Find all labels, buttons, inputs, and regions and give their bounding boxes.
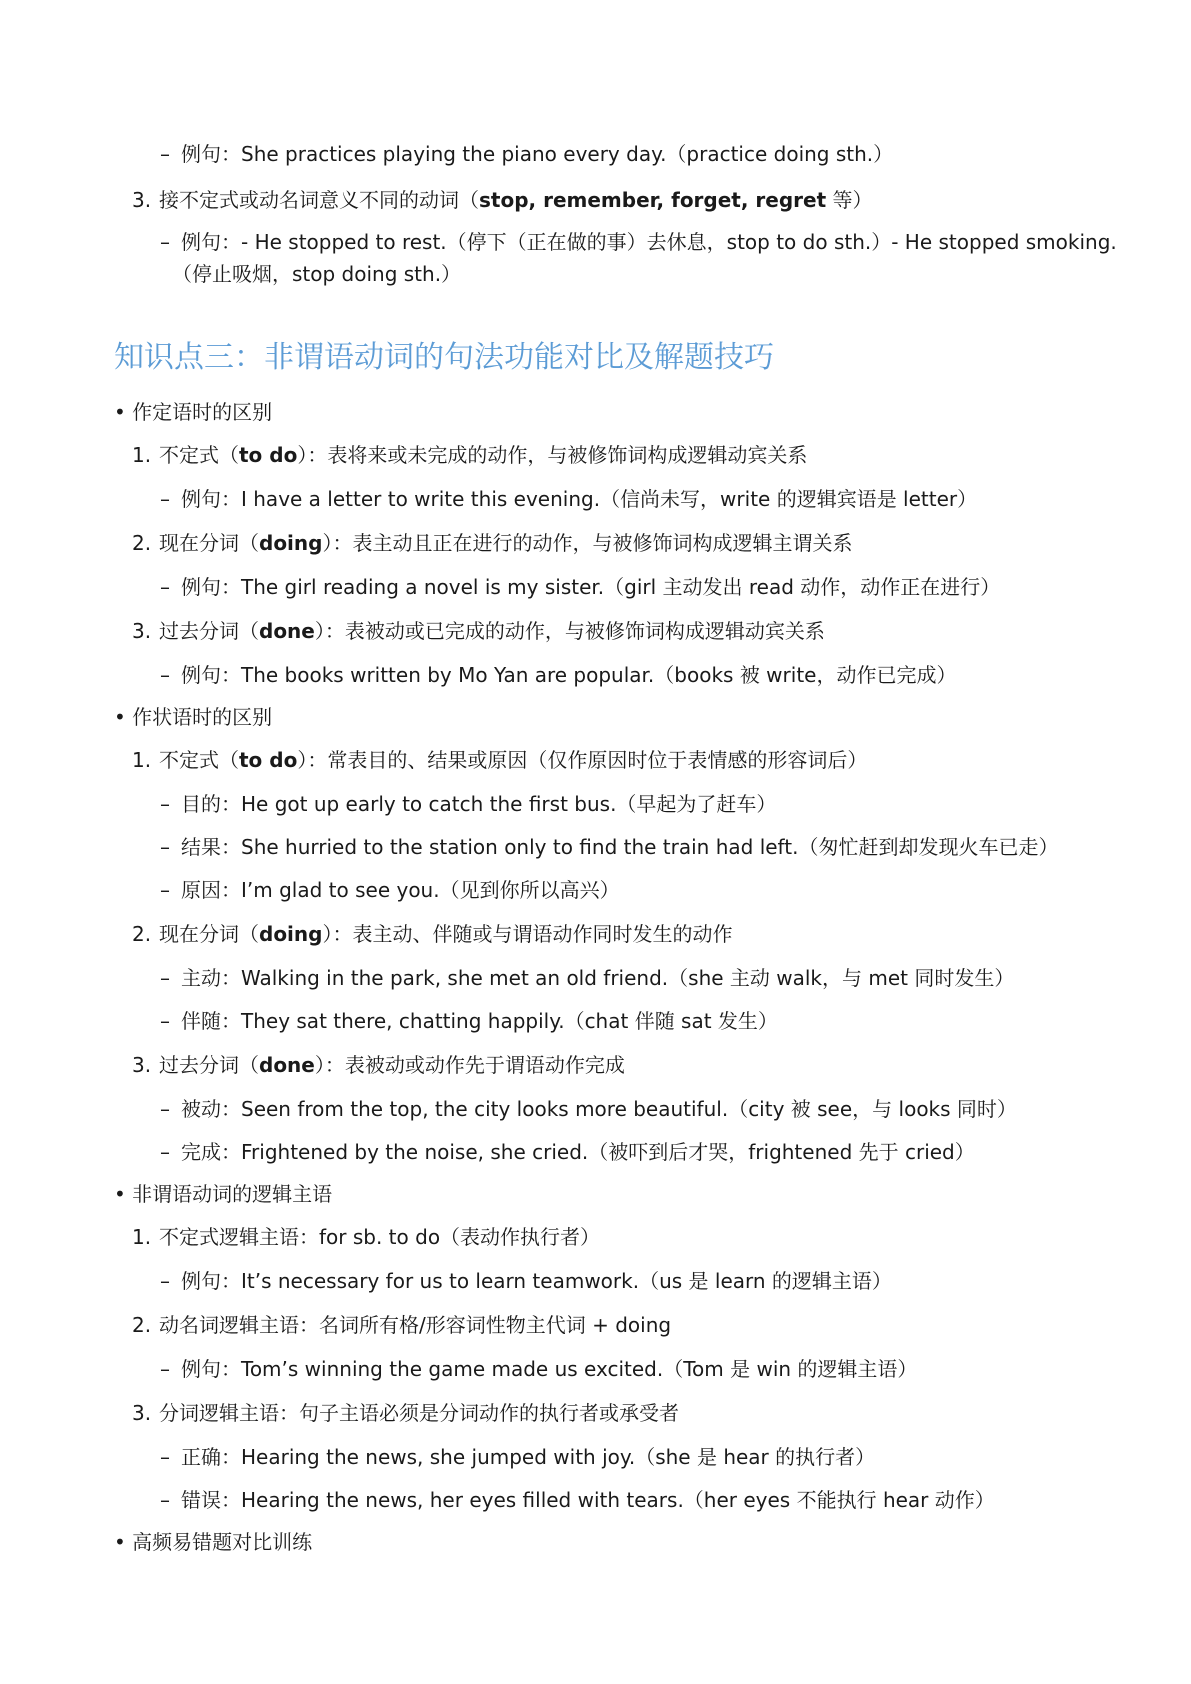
list-item — [159, 441, 807, 469]
item-bold: to do — [239, 748, 298, 772]
bullet-title: 作状语时的区别 — [132, 705, 273, 729]
example-line — [181, 833, 1058, 861]
example-text: She practices playing the piano every day.（practice doing sth.） — [241, 142, 894, 166]
example-label: 例句： — [181, 575, 241, 599]
dash-marker: – — [160, 575, 170, 599]
list-item — [159, 186, 873, 214]
example-text: Tom’s winning the game made us excited.（Tom 是 win 的逻辑主语） — [241, 1357, 918, 1381]
example-text: It’s necessary for us to learn teamwork.（us 是 learn 的逻辑主语） — [241, 1269, 892, 1293]
item-text: 现在分词（ — [159, 922, 259, 946]
dash-marker: – — [160, 966, 170, 990]
item-bold: doing — [259, 531, 323, 555]
example-line — [181, 790, 776, 818]
item-text: 现在分词（ — [159, 531, 259, 555]
item-text: 过去分词（ — [159, 619, 259, 643]
example-label: 结果： — [181, 835, 241, 859]
example-text: I have a letter to write this evening.（信尚未写，write 的逻辑宾语是 letter） — [241, 487, 978, 511]
item-text: 不定式（ — [159, 443, 239, 467]
example-line — [181, 1355, 917, 1383]
example-text: I’m glad to see you.（见到你所以高兴） — [241, 878, 620, 902]
bullet-item — [114, 703, 272, 731]
list-number: 1. — [132, 748, 152, 772]
bullet-dot: • — [114, 705, 126, 729]
example-line — [181, 1443, 875, 1471]
example-label: 伴随： — [181, 1009, 241, 1033]
example-text: He got up early to catch the first bus.（早起为了赶车） — [241, 792, 777, 816]
list-number: 3. — [132, 619, 152, 643]
dash-marker: – — [160, 1445, 170, 1469]
example-label: 错误： — [181, 1488, 241, 1512]
example-text: Seen from the top, the city looks more beautiful.（city 被 see，与 looks 同时） — [241, 1097, 1017, 1121]
item-bold: done — [259, 619, 315, 643]
bullet-dot: • — [114, 1530, 126, 1554]
example-line — [181, 661, 956, 689]
item-bold: to do — [239, 443, 298, 467]
example-label: 例句： — [181, 1357, 241, 1381]
example-text: Frightened by the noise, she cried.（被吓到后才哭，frightened 先于 cried） — [241, 1140, 975, 1164]
example-label: 正确： — [181, 1445, 241, 1469]
example-text: The girl reading a novel is my sister.（girl 主动发出 read 动作，动作正在进行） — [241, 575, 1001, 599]
item-text: 接不定式或动名词意义不同的动词（ — [159, 188, 479, 212]
example-line — [181, 876, 620, 904]
dash-marker: – — [160, 230, 170, 254]
example-label: 例句： — [181, 230, 241, 254]
item-text: 不定式（ — [159, 748, 239, 772]
item-text: 过去分词（ — [159, 1053, 259, 1077]
example-text: Walking in the park, she met an old friend.（she 主动 walk，与 met 同时发生） — [241, 966, 1015, 990]
example-label: 目的： — [181, 792, 241, 816]
bullet-title: 作定语时的区别 — [132, 400, 273, 424]
dash-marker: – — [160, 1097, 170, 1121]
item-text-post: 等） — [826, 188, 873, 212]
list-number: 2. — [132, 531, 152, 555]
example-line — [181, 573, 1000, 601]
example-line — [181, 228, 1117, 256]
dash-marker: – — [160, 663, 170, 687]
list-item — [159, 617, 825, 645]
example-label: 例句： — [181, 142, 241, 166]
item-text-post: ）：表主动且正在进行的动作，与被修饰词构成逻辑主谓关系 — [322, 531, 853, 555]
list-item — [159, 920, 732, 948]
example-label: 例句： — [181, 663, 241, 687]
example-line — [181, 1486, 995, 1514]
example-line — [181, 140, 893, 168]
example-line — [181, 485, 977, 513]
dash-marker: – — [160, 1269, 170, 1293]
example-label: 例句： — [181, 1269, 241, 1293]
example-text: - He stopped to rest.（停下（正在做的事）去休息，stop to do sth.）- He stopped smoking. — [241, 230, 1117, 254]
example-continuation: （停止吸烟，stop doing sth.） — [172, 262, 462, 286]
example-line — [181, 964, 1014, 992]
item-bold: done — [259, 1053, 315, 1077]
example-label: 被动： — [181, 1097, 241, 1121]
bullet-dot: • — [114, 400, 126, 424]
example-line — [181, 1095, 1017, 1123]
dash-marker: – — [160, 878, 170, 902]
example-text: Hearing the news, she jumped with joy.（she 是 hear 的执行者） — [241, 1445, 876, 1469]
dash-marker: – — [160, 1357, 170, 1381]
item-bold: doing — [259, 922, 323, 946]
list-item — [159, 529, 852, 557]
dash-marker: – — [160, 835, 170, 859]
item-text-post: ）：常表目的、结果或原因（仅作原因时位于表情感的形容词后） — [297, 748, 868, 772]
dash-marker: – — [160, 487, 170, 511]
list-number: 2. — [132, 922, 152, 946]
bullet-dot: • — [114, 1182, 126, 1206]
list-item: 分词逻辑主语：句子主语必须是分词动作的执行者或承受者 — [159, 1401, 679, 1425]
bullet-item — [114, 398, 272, 426]
list-number: 3. — [132, 1053, 152, 1077]
item-text-post: ）：表将来或未完成的动作，与被修饰词构成逻辑动宾关系 — [297, 443, 808, 467]
list-item — [159, 746, 867, 774]
list-item: 动名词逻辑主语：名词所有格/形容词性物主代词 + doing — [159, 1313, 672, 1337]
list-number: 2. — [132, 1313, 152, 1337]
item-text-post: ）：表主动、伴随或与谓语动作同时发生的动作 — [322, 922, 733, 946]
list-item: 不定式逻辑主语：for sb. to do（表动作执行者） — [159, 1225, 601, 1249]
dash-marker: – — [160, 792, 170, 816]
dash-marker: – — [160, 1140, 170, 1164]
dash-marker: – — [160, 1488, 170, 1512]
list-number: 3. — [132, 1401, 152, 1425]
list-number: 1. — [132, 443, 152, 467]
item-text-post: ）：表被动或动作先于谓语动作完成 — [314, 1053, 625, 1077]
example-label: 主动： — [181, 966, 241, 990]
item-text-post: ）：表被动或已完成的动作，与被修饰词构成逻辑动宾关系 — [314, 619, 825, 643]
example-text: They sat there, chatting happily.（chat 伴随 sat 发生） — [241, 1009, 778, 1033]
dash-marker: – — [160, 142, 170, 166]
example-line — [181, 1138, 975, 1166]
example-line — [181, 1007, 778, 1035]
bullet-title: 高频易错题对比训练 — [132, 1530, 313, 1554]
section-heading: 知识点三：非谓语动词的句法功能对比及解题技巧 — [114, 340, 774, 375]
dash-marker: – — [160, 1009, 170, 1033]
bullet-title: 非谓语动词的逻辑主语 — [132, 1182, 333, 1206]
example-text: Hearing the news, her eyes filled with tears.（her eyes 不能执行 hear 动作） — [241, 1488, 995, 1512]
item-bold: stop, remember, forget, regret — [479, 188, 827, 212]
example-label: 例句： — [181, 487, 241, 511]
bullet-item — [114, 1528, 312, 1556]
example-text: The books written by Mo Yan are popular.（books 被 write，动作已完成） — [241, 663, 957, 687]
example-label: 原因： — [181, 878, 241, 902]
example-line — [181, 1267, 892, 1295]
list-number: 3. — [132, 188, 152, 212]
list-number: 1. — [132, 1225, 152, 1249]
example-label: 完成： — [181, 1140, 241, 1164]
bullet-item — [114, 1180, 332, 1208]
list-item — [159, 1051, 625, 1079]
example-text: She hurried to the station only to find the train had left.（匆忙赶到却发现火车已走） — [241, 835, 1059, 859]
